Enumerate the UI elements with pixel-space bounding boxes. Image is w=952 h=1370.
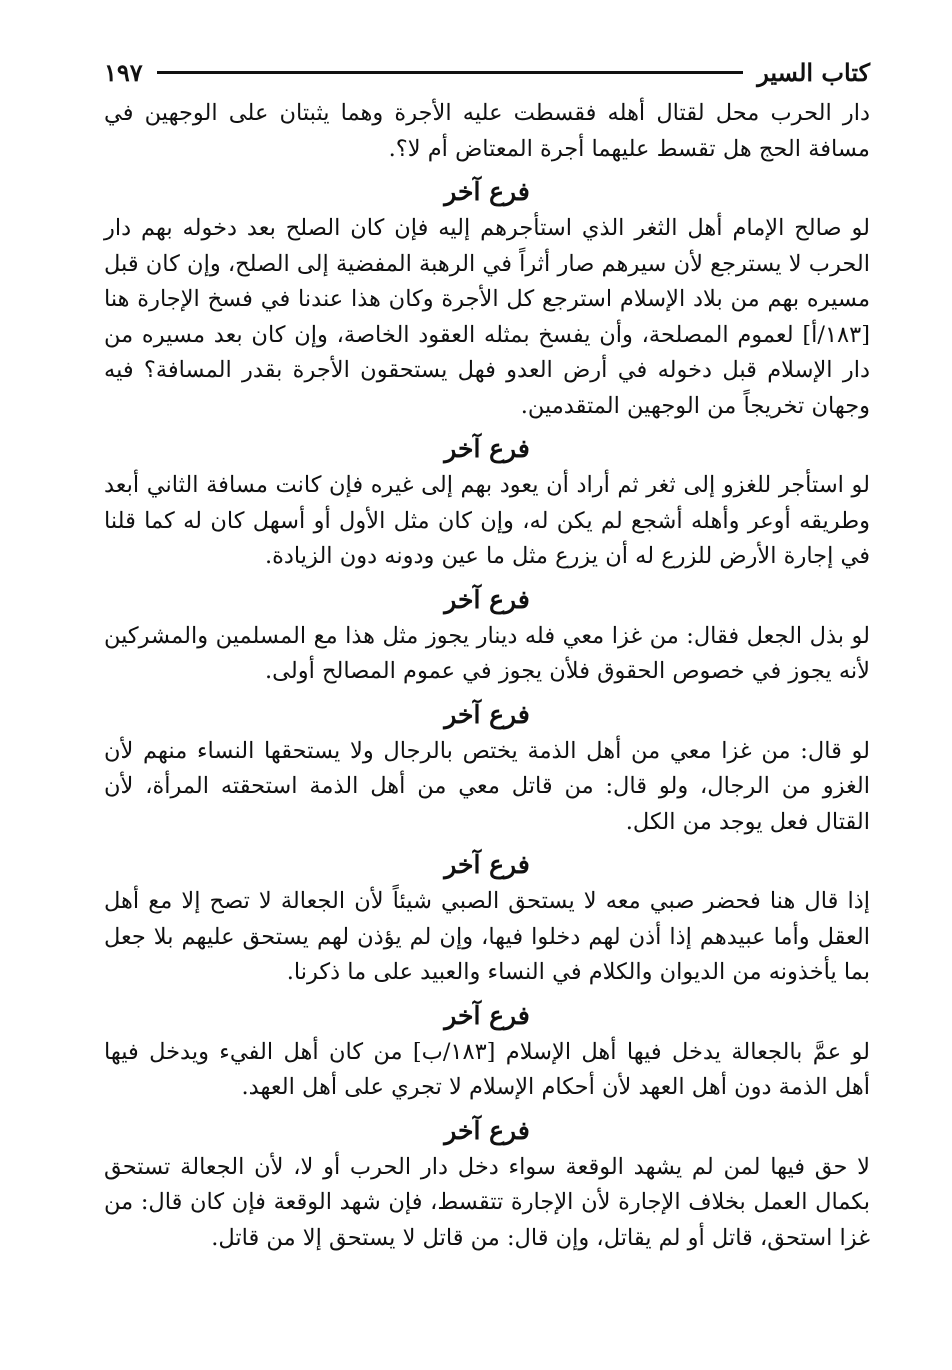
section-paragraph: لو عمَّ بالجعالة يدخل فيها أهل الإسلام [١٨٣/ب] من كان أهل الفيء ويدخل فيها أهل الذمة دون أهل العهد لأن أحكام الإسلام لا تجري على أهل العهد. xyxy=(104,1038,870,1100)
section-heading: فرع آخر xyxy=(444,1000,530,1030)
section-heading: فرع آخر xyxy=(444,1115,530,1145)
section-paragraph: لو صالح الإمام أهل الثغر الذي استأجرهم إليه فإن كان الصلح بعد دخوله بهم دار الحرب لا يسترجع لأن سيرهم صار أثراً في الرهبة المفضية إلى الصلح، وإن كان قبل مسيره بهم من بلاد الإسلام استرجع كل الأجرة وكان هذا عندنا في فسخ الإجارة هنا [١٨٣/أ] لعموم المصلحة، وأن يفسخ بمثله العقود الخاصة، وإن كان بعد مسيره من دار الإسلام قبل دخوله في أرض العدو فهل يستحقون الأجرة بقدر المسافة؟ فيه وجهان تخريجاً من الوجهين المتقدمين. xyxy=(104,215,870,419)
section-paragraph: لو استأجر للغزو إلى ثغر ثم أراد أن يعود بهم إلى غيره فإن كانت مسافة الثاني أبعد وطريقه أوعر وأهله أشجع لم يكن له، وإن كان مثل الأول أو أسهل كان له كما قلنا في إجارة الأرض للزرع له أن يزرع مثل ما عين ودونه دون الزيادة. xyxy=(104,472,870,569)
section-heading: فرع آخر xyxy=(444,699,530,729)
section-paragraph: لا حق فيها لمن لم يشهد الوقعة سواء دخل دار الحرب أو لا، لأن الجعالة تستحق بكمال العمل بخلاف الإجارة لأن الإجارة تتقسط، فإن شهد الوقعة فإن كان قال: من غزا استحق، قاتل أو لم يقاتل، وإن قال: من قاتل لا يستحق إلا من قاتل. xyxy=(104,1153,870,1251)
section-heading: فرع آخر xyxy=(444,177,530,206)
section-paragraph: إذا قال هنا فحضر صبي معه لا يستحق الصبي شيئاً لأن الجعالة لا تصح إلا مع أهل العقل وأما عبيدهم إذا أذن لهم دخلوا فيها، وإن لم يؤذن لهم يستحق عليهم بلا جعل بما يأخذونه من الديوان والكلام في النساء والعبيد على ما ذكرنا. xyxy=(104,888,870,985)
section-heading: فرع آخر xyxy=(444,584,530,614)
section-heading: فرع آخر xyxy=(444,434,530,463)
section-heading: فرع آخر xyxy=(444,850,530,879)
intro-paragraph: دار الحرب محل لقتال أهله فقسطت عليه الأجرة وهما يثبتان على الوجهين في مسافة الحج هل تقسط عليهما أجرة المعتاض أم لا؟. xyxy=(104,100,870,162)
page-header xyxy=(104,52,870,92)
page-body xyxy=(104,96,870,1256)
page-number: ١٩٧ xyxy=(104,57,143,87)
section-paragraph: لو قال: من غزا معي من أهل الذمة يختص بالرجال ولا يستحقها النساء منهم لأن الغزو من الرجال، ولو قال: من قاتل معي من أهل الذمة استحقته المرأة، لأن القتال فعل يوجد من الكل. xyxy=(104,737,870,835)
running-title: كتاب السير xyxy=(757,57,870,87)
header-rule xyxy=(157,71,744,74)
section-paragraph: لو بذل الجعل فقال: من غزا معي فله دينار يجوز مثل هذا مع المسلمين والمشركين لأنه يجوز في خصوص الحقوق فلأن يجوز في عموم المصالح أولى. xyxy=(104,622,870,684)
